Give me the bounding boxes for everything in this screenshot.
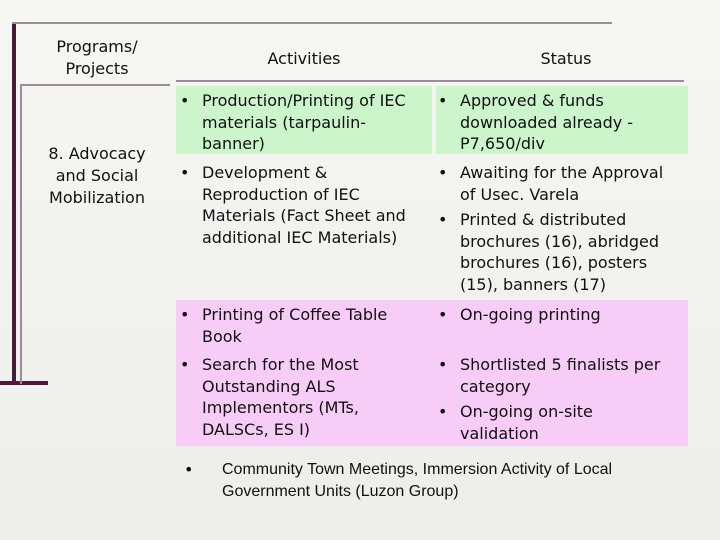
programs-header-rule [20, 84, 170, 86]
activities-header-rule [176, 80, 684, 82]
left-accent-bar [12, 22, 16, 382]
header-status: Status [540, 49, 592, 68]
header-activities: Activities [267, 49, 341, 68]
bottom-note: Community Town Meetings, Immersion Activity of Local Government Units (Luzon Group) [222, 461, 613, 500]
programs-column-rule [20, 84, 22, 384]
header-programs: Programs/ Projects [56, 37, 138, 78]
bottom-accent-bar [0, 381, 48, 385]
top-rule [12, 22, 612, 24]
bottom-bullet: • [184, 460, 194, 479]
program-name: 8. Advocacy and Social Mobilization [48, 144, 146, 207]
